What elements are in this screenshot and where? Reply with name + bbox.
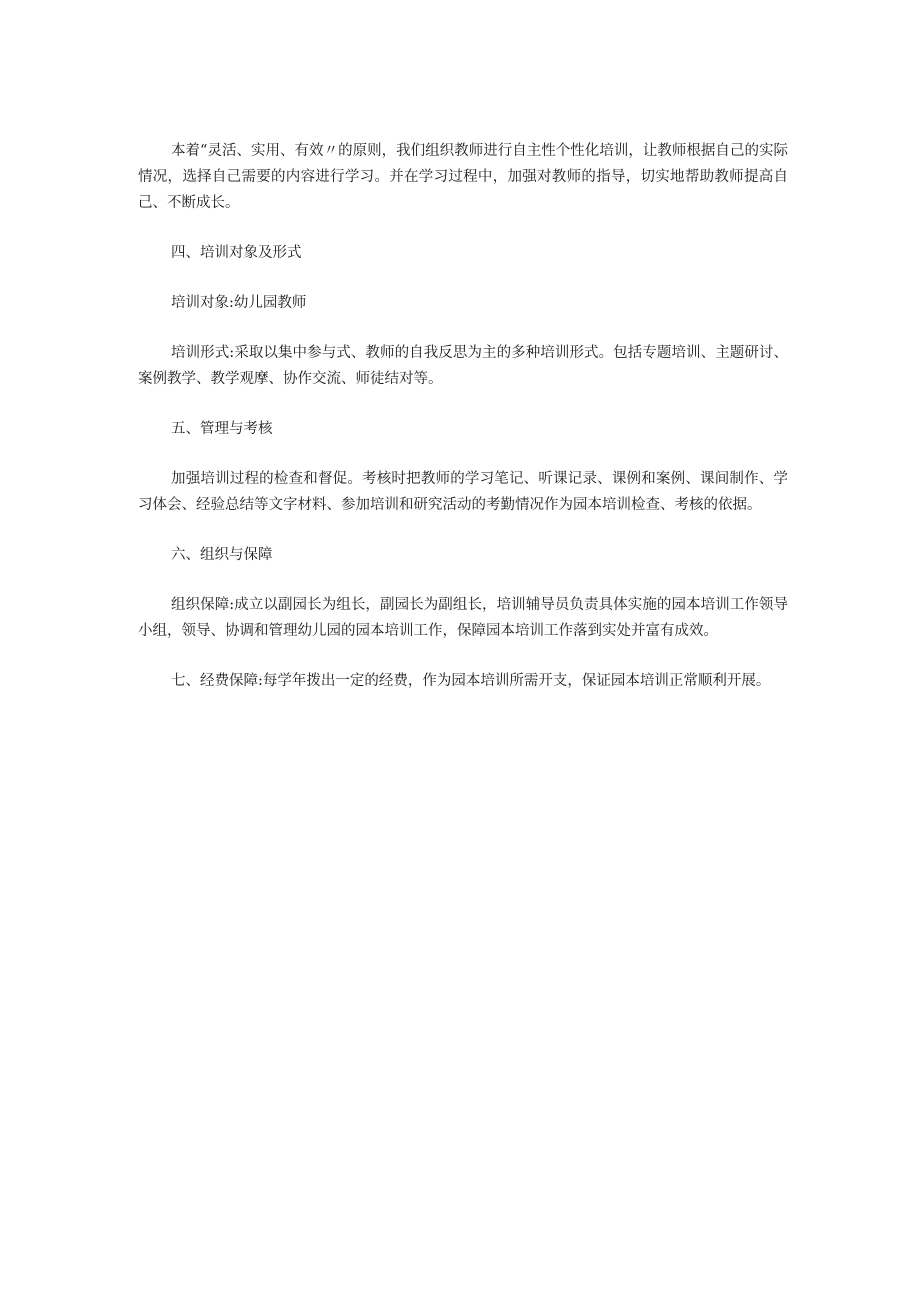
- principle-paragraph: 本着“灵活、实用、有效〃的原则，我们组织教师进行自主性个性化培训，让教师根据自己的实际情况，选择自己需要的内容进行学习。并在学习过程中，加强对教师的指导，切实地帮助教师提高自己、不断成长。: [138, 143, 788, 211]
- organization-paragraph: 组织保障:成立以副园长为组长，副园长为副组长，培训辅导员负责具体实施的园本培训工作领导小组，领导、协调和管理幼儿园的园本培训工作，保障园本培训工作落到实处并富有成效。: [138, 597, 788, 639]
- funding-paragraph: 七、经费保障:每学年拨出一定的经费，作为园本培训所需开支，保证园本培训正常顺利开展。: [171, 673, 771, 689]
- document-body: [138, 138, 788, 718]
- training-target-paragraph: 培训对象:幼儿园教师: [171, 295, 307, 311]
- assessment-paragraph: 加强培训过程的检查和督促。考核时把教师的学习笔记、听课记录、课例和案例、课间制作、学习体会、经验总结等文字材料、参加培训和研究活动的考勤情况作为园本培训检查、考核的依据。: [138, 471, 788, 513]
- training-form-paragraph: 培训形式:采取以集中参与式、教师的自我反思为主的多种培训形式。包括专题培训、主题研讨、案例教学、教学观摩、协作交流、师徒结对等。: [138, 345, 788, 387]
- section-6-heading: 六、组织与保障: [171, 547, 273, 563]
- section-5-heading: 五、管理与考核: [171, 421, 273, 437]
- section-4-heading: 四、培训对象及形式: [171, 245, 302, 261]
